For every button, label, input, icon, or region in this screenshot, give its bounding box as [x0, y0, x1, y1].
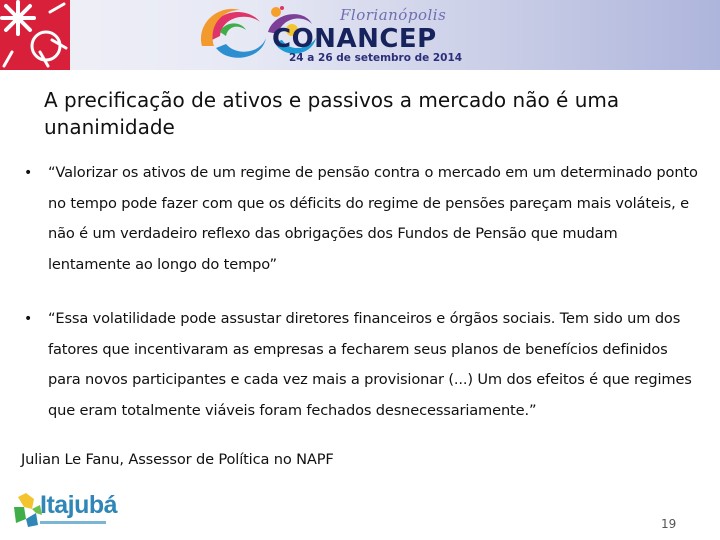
bullet-marker: • — [24, 165, 33, 181]
sun-emblem-icon — [0, 0, 70, 70]
bullet-text: “Essa volatilidade pode assustar diretores financeiros e órgãos sociais. Tem sido um dos fatores que incentivaram as empresas a fecharem seus planos de benefícios definidos para novos participantes e cada vez mais a provisionar (...) Um dos efeitos é que regimes que eram totalmente viáveis foram fechados desnecessariamente.” — [48, 310, 692, 419]
bullet-text: “Valorizar os ativos de um regime de pensão contra o mercado em um determinado ponto no tempo pode fazer com que os déficits do regime de pensões pareçam mais voláteis, e não é um verdadeiro reflexo das obrigações dos Fundos de Pensão que mudam lentamente ao longo do tempo” — [48, 164, 698, 273]
event-dates: 24 a 26 de setembro de 2014 — [289, 52, 463, 64]
footer-logo-text: Itajubá — [40, 491, 118, 519]
slide-title: A precificação de ativos e passivos a mercado não é uma unanimidade — [44, 88, 620, 139]
event-city: Florianópolis — [340, 6, 447, 24]
page-number: 19 — [661, 517, 677, 531]
event-name: CONANCEP — [272, 24, 437, 54]
slide-header — [0, 0, 720, 70]
quote-attribution: Julian Le Fanu, Assessor de Política no NAPF — [21, 451, 334, 468]
bullet-marker: • — [24, 311, 33, 327]
footer-logo-underline — [40, 521, 106, 524]
